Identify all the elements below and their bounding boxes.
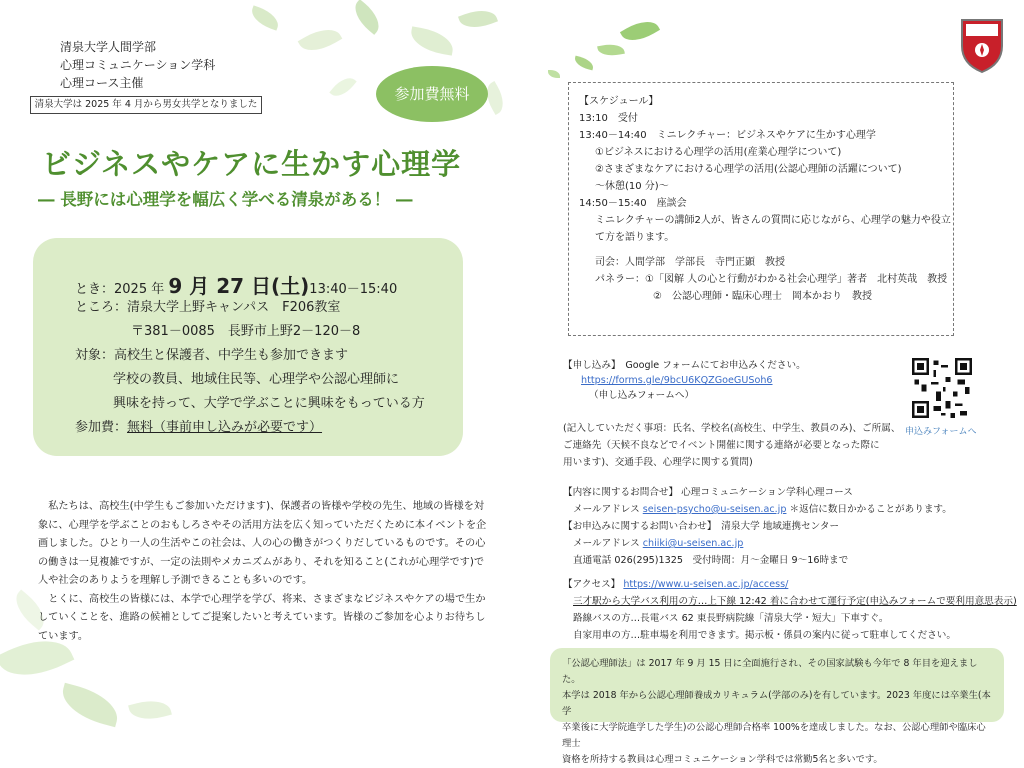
- fields-line: (記入していただく事項：氏名、学校名(高校生、中学生、教員のみ)、ご所属、: [563, 423, 901, 434]
- application-line: 【申し込み】 Google フォームにてお申込みください。: [563, 360, 806, 371]
- target-line-3: 興味を持って、大学で学ぶことに興味をもっている方: [113, 396, 425, 411]
- description-paragraph-2: とくに、高校生の皆様には、本学で心理学を学び、将来、さまざまなビジネスやケアの場で生かしていくことを、進路の候補としてご提案したいと考えています。皆様のご参加を心よりお待ちしています。: [38, 593, 486, 642]
- schedule-heading: 【スケジュール】: [579, 96, 659, 107]
- qr-code-icon[interactable]: [912, 358, 972, 418]
- coeducation-notice: 清泉大学は 2025 年 4 月から男女共学となりました: [30, 96, 262, 114]
- fields-line: ご連絡先（天候不良などでイベント開催に関する連絡が必要となった際に: [563, 440, 880, 451]
- description-paragraph-1: 私たちは、高校生(中学生もご参加いただけます)、保護者の皆様や学校の先生、地域の皆様を対象に、心理学を学ぶことのおもしろさやその活用方法を広く知っていただくために本イベントを企画しました。ひとり一人の生活やこの社会は、人の心の働きがつくりだしているものです。その心の働きは一見複雑ですが、一定の法則やメカニズムがあり、それを知ること(これが心理学です)で人や社会のありようを理解し予測できることも多いのです。: [38, 501, 487, 586]
- event-description: [38, 498, 490, 646]
- application-section: [563, 358, 806, 403]
- schedule-item: 13:40－14:40 ミニレクチャー：ビジネスやケアに生かす心理学: [579, 130, 876, 141]
- event-date-row: [75, 270, 397, 299]
- contact-phone: 直通電話 026(295)1325 受付時間：月～金曜日 9～16時まで: [573, 555, 849, 566]
- required-fields-note: [563, 420, 900, 471]
- apply-mail-link[interactable]: chiiki@u-seisen.ac.jp: [642, 538, 744, 549]
- schedule-item: パネラー：①「図解 人の心と行動がわかる社会心理学」著者 北村英哉 教授: [595, 274, 948, 285]
- place-value: 清泉大学上野キャンパス F206教室: [127, 300, 341, 315]
- organizer: [60, 38, 215, 92]
- schedule-box: [568, 82, 954, 336]
- organizer-line-1: 清泉大学人間学部: [60, 40, 157, 54]
- target-line-2: 学校の教員、地域住民等、心理学や公認心理師に: [113, 372, 400, 387]
- apply-mail-label: メールアドレス: [573, 538, 640, 549]
- license-line: 卒業後に大学院進学した学生)の公認心理師合格率 100%を達成しました。なお、公認心理師や臨床心理士: [562, 722, 986, 749]
- schedule-item: ②さまざまなケアにおける心理学の活用(公認心理師の活躍について): [595, 164, 902, 175]
- schedule-item: 司会：人間学部 学部長 寺門正顕 教授: [595, 257, 785, 268]
- qr-code-label: 申込みフォームへ: [905, 427, 977, 437]
- schedule-item: ② 公認心理師・臨床心理士 岡本かおり 教授: [653, 291, 872, 302]
- content-inquiry-heading: 【内容に関するお問合せ】 心理コミュニケーション学科心理コース: [563, 487, 853, 498]
- event-title: ビジネスやケアに生かす心理学: [42, 147, 462, 181]
- organizer-line-2: 心理コミュニケーション学科: [60, 58, 216, 72]
- time-value: 13:40－15:40: [309, 282, 398, 297]
- license-line: 本学は 2018 年から公認心理師養成カリキュラム(学部のみ)を有しています。2023 年度には卒業生(本学: [562, 690, 991, 717]
- event-fee-row: [75, 416, 322, 435]
- event-subtitle: ― 長野には心理学を幅広く学べる清泉がある！ ―: [38, 190, 413, 209]
- license-line: 資格を所持する教員は心理コミュニケーション学科では常勤5名と多いです。: [562, 754, 883, 765]
- access-car: 自家用車の方…駐車場を利用できます。掲示板・係員の案内に従って駐車してください。: [573, 630, 956, 641]
- target-line-1: 高校生と保護者、中学生も参加できます: [114, 348, 349, 363]
- access-link[interactable]: https://www.u-seisen.ac.jp/access/: [623, 579, 789, 590]
- schedule-item: 14:50－15:40 座談会: [579, 198, 687, 209]
- content-mail-note: ＊返信に数日かかることがあります。: [789, 504, 952, 515]
- fee-label: 参加費：: [75, 420, 128, 435]
- fee-value: 無料（事前申し込みが必要です）: [127, 420, 323, 435]
- free-admission-badge: 参加費無料: [376, 66, 488, 122]
- place-label: ところ：: [75, 300, 128, 315]
- schedule-item: ～休憩(10 分)～: [595, 181, 669, 192]
- date-value: 9 月 27 日(土): [168, 274, 310, 298]
- schedule-item: 13:10 受付: [579, 113, 638, 124]
- schedule-item: て方を語ります。: [595, 232, 675, 243]
- date-year: 2025 年: [114, 282, 165, 297]
- content-mail-link[interactable]: seisen-psycho@u-seisen.ac.jp: [642, 504, 787, 515]
- application-form-note: （申し込みフォームへ）: [589, 390, 695, 401]
- access-section: [563, 576, 1017, 644]
- access-heading: 【アクセス】: [563, 579, 621, 590]
- schedule-item: ①ビジネスにおける心理学の活用(産業心理学について): [595, 147, 842, 158]
- event-target-row: [75, 344, 348, 363]
- event-info-panel: [33, 238, 463, 456]
- license-line: 「公認心理師法」は 2017 年 9 月 15 日に全面施行され、その国家試験も今年で 8 年目を迎えました。: [562, 658, 978, 685]
- contact-section: [563, 484, 952, 569]
- access-bus: 三才駅から大学バス利用の方…上下線 12:42 着に合わせて運行予定(申込みフォームで要利用意思表示): [573, 596, 1017, 607]
- license-info-panel: [550, 648, 1004, 765]
- target-label: 対象：: [75, 348, 115, 363]
- university-emblem-icon: [958, 16, 1006, 74]
- access-route-bus: 路線バスの方…長電バス 62 東長野病院線「清泉大学・短大」下車すぐ。: [573, 613, 889, 624]
- content-mail-label: メールアドレス: [573, 504, 640, 515]
- organizer-line-3: 心理コース主催: [60, 76, 144, 90]
- schedule-item: ミニレクチャーの講師2人が、皆さんの質問に応じながら、心理学の魅力や役立: [595, 215, 951, 226]
- application-inquiry-heading: 【お申込みに関するお問い合わせ】 清泉大学 地域連携センター: [563, 521, 840, 532]
- date-label: とき：: [75, 282, 115, 297]
- application-form-link[interactable]: https://forms.gle/9bcU6KQZGoeGUSoh6: [581, 375, 773, 386]
- fields-line: 用います)、交通手段、心理学に関する質問): [563, 457, 753, 468]
- event-place-row: [75, 296, 340, 315]
- event-address: 〒381－0085 長野市上野2－120－8: [131, 324, 361, 339]
